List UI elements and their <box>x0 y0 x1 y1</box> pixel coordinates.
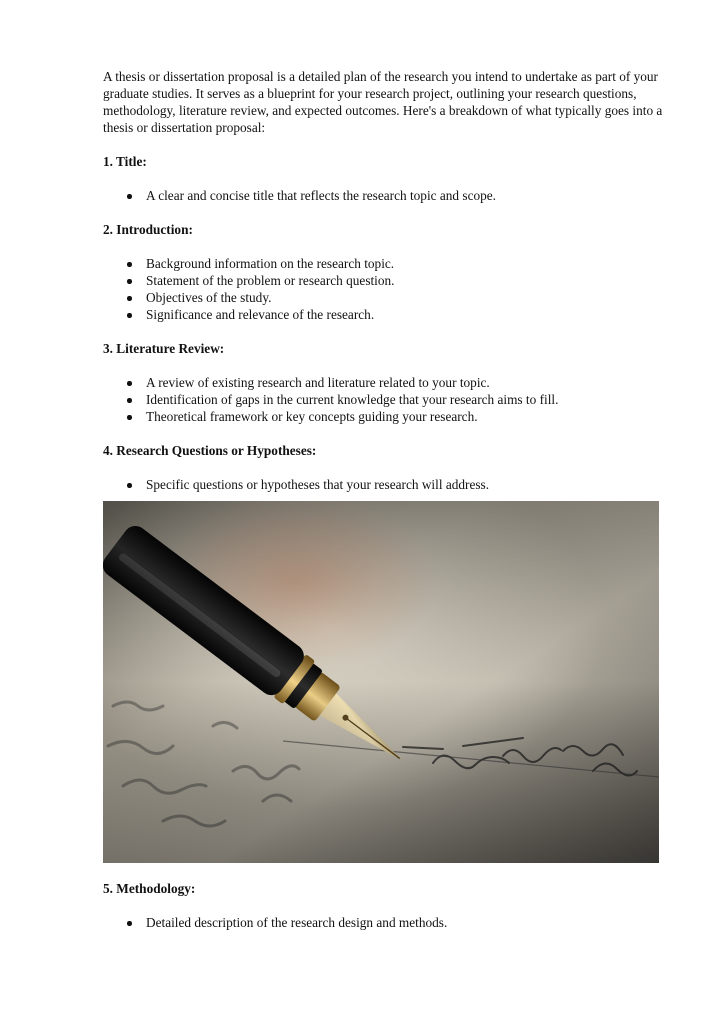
intro-paragraph: A thesis or dissertation proposal is a detailed plan of the research you intend to undertake as part of your graduate studies. It serves as a blueprint for your research project, outlining your research questions, methodology, literature review, and expected outcomes. Here's a breakdown of what typically goes into a thesis or dissertation proposal: <box>103 69 663 135</box>
list-item: A clear and concise title that reflects the research topic and scope. <box>103 187 668 204</box>
document-body <box>103 68 668 948</box>
list-item: Identification of gaps in the current knowledge that your research aims to fill. <box>103 391 668 408</box>
list-item: Significance and relevance of the research. <box>103 306 668 323</box>
section-heading: 5. Methodology: <box>103 881 196 896</box>
section-heading: 1. Title: <box>103 154 147 169</box>
list-item: Theoretical framework or key concepts guiding your research. <box>103 408 668 425</box>
section-introduction <box>103 221 668 323</box>
list-item: A review of existing research and literature related to your topic. <box>103 374 668 391</box>
list-item: Objectives of the study. <box>103 289 668 306</box>
bullet-list <box>103 374 668 425</box>
list-item: Statement of the problem or research question. <box>103 272 668 289</box>
section-heading: 4. Research Questions or Hypotheses: <box>103 443 317 458</box>
section-heading: 3. Literature Review: <box>103 341 225 356</box>
bullet-list <box>103 914 668 931</box>
bullet-list <box>103 187 668 204</box>
bullet-list <box>103 255 668 323</box>
section-literature-review <box>103 340 668 425</box>
bullet-list <box>103 476 668 493</box>
section-title <box>103 153 668 204</box>
fountain-pen-photo <box>103 501 659 863</box>
section-heading: 2. Introduction: <box>103 222 193 237</box>
list-item: Detailed description of the research design and methods. <box>103 914 668 931</box>
section-research-questions <box>103 442 668 493</box>
list-item: Background information on the research topic. <box>103 255 668 272</box>
section-methodology <box>103 880 668 931</box>
fountain-pen-illustration <box>103 501 659 863</box>
list-item: Specific questions or hypotheses that your research will address. <box>103 476 668 493</box>
